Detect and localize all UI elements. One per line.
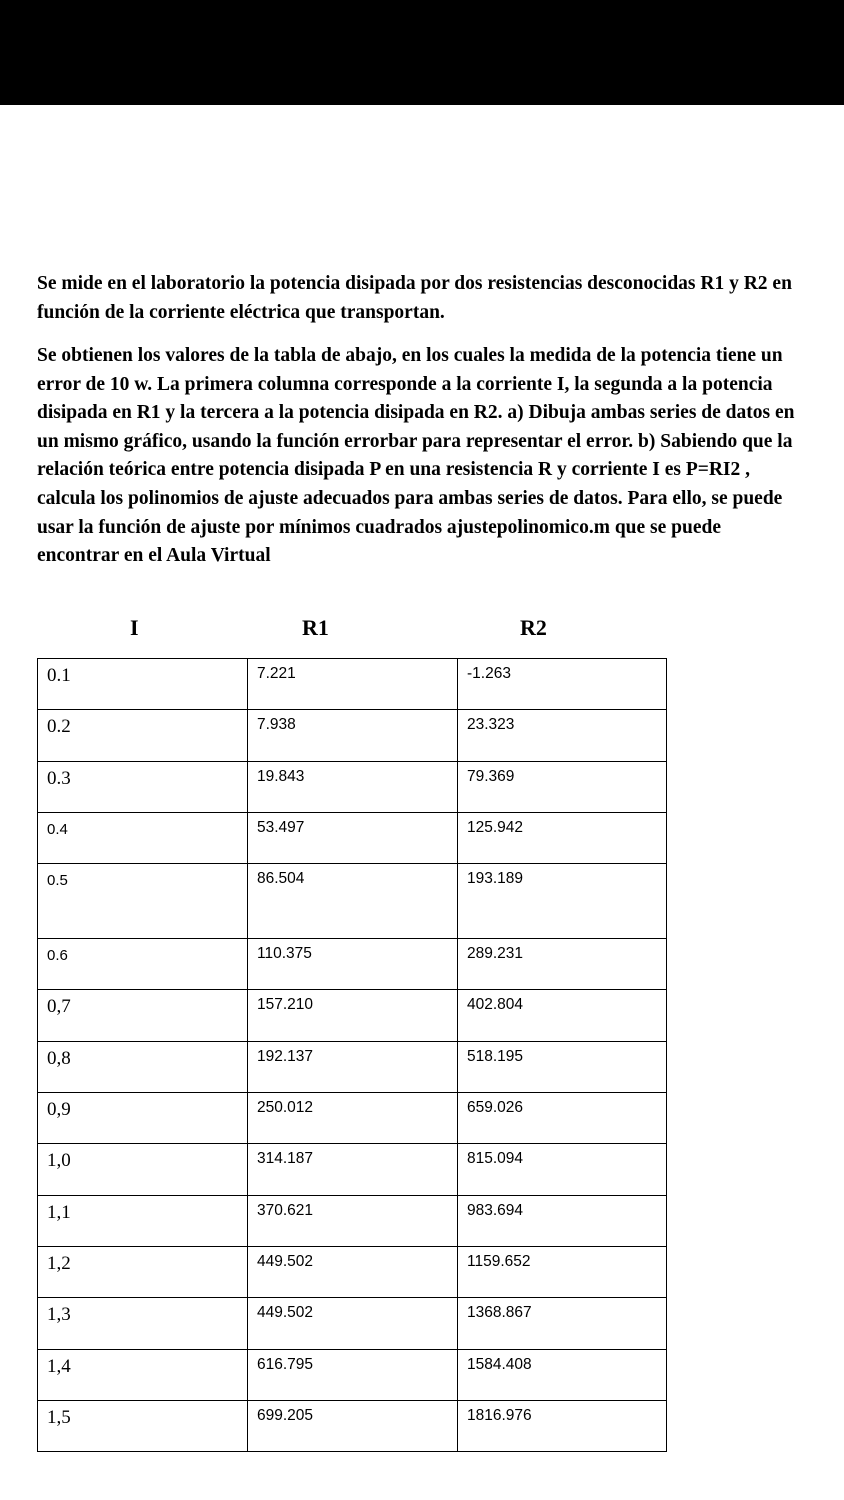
r1-cell: 53.497: [248, 812, 458, 863]
r2-cell: 815.094: [458, 1144, 667, 1195]
r1-cell: 449.502: [248, 1298, 458, 1349]
table-row: [38, 1349, 667, 1400]
current-cell: 0,7: [38, 990, 248, 1041]
table-row: [38, 1093, 667, 1144]
table-row: [38, 1041, 667, 1092]
r1-cell: 86.504: [248, 864, 458, 939]
r2-cell: 125.942: [458, 812, 667, 863]
r2-cell: 1159.652: [458, 1246, 667, 1297]
r2-cell: 1584.408: [458, 1349, 667, 1400]
r1-cell: 370.621: [248, 1195, 458, 1246]
top-black-bar: [0, 0, 844, 105]
r2-cell: 402.804: [458, 990, 667, 1041]
r2-cell: 79.369: [458, 761, 667, 812]
r1-cell: 157.210: [248, 990, 458, 1041]
r1-cell: 449.502: [248, 1246, 458, 1297]
table-row: [38, 710, 667, 761]
current-cell: 0.2: [38, 710, 248, 761]
table-row: [38, 1246, 667, 1297]
table-row: [38, 939, 667, 990]
current-cell: 1,5: [38, 1400, 248, 1451]
current-cell: 0,8: [38, 1041, 248, 1092]
column-header-current: I: [130, 615, 139, 640]
table-row: [38, 659, 667, 710]
table-row: [38, 864, 667, 939]
r2-cell: 193.189: [458, 864, 667, 939]
r2-cell: -1.263: [458, 659, 667, 710]
column-header-r2: R2: [520, 615, 547, 640]
r2-cell: 983.694: [458, 1195, 667, 1246]
r1-cell: 7.221: [248, 659, 458, 710]
table-row: [38, 1298, 667, 1349]
r2-cell: 1368.867: [458, 1298, 667, 1349]
problem-intro-paragraph: Se mide en el laboratorio la potencia disipada por dos resistencias desconocidas R1 y R2 en función de la corriente eléctrica que transportan.: [37, 273, 792, 323]
current-cell: 0.3: [38, 761, 248, 812]
table-row: [38, 1144, 667, 1195]
r1-cell: 7.938: [248, 710, 458, 761]
r1-cell: 110.375: [248, 939, 458, 990]
current-cell: 0.4: [38, 812, 248, 863]
current-cell: 0.6: [38, 939, 248, 990]
current-cell: 1,1: [38, 1195, 248, 1246]
r2-cell: 1816.976: [458, 1400, 667, 1451]
current-cell: 0,9: [38, 1093, 248, 1144]
data-table: [37, 658, 667, 1452]
table-row: [38, 990, 667, 1041]
table-row: [38, 1400, 667, 1451]
r1-cell: 192.137: [248, 1041, 458, 1092]
problem-instructions-paragraph: Se obtienen los valores de la tabla de abajo, en los cuales la medida de la potencia tiene un error de 10 w. La primera columna corresponde a la corriente I, la segunda a la potencia disipada en R1 y la tercera a la potencia disipada en R2. a) Dibuja ambas series de datos en un mismo gráfico, usando la función errorbar para representar el error. b) Sabiendo que la relación teórica entre potencia disipada P en una resistencia R y corriente I es P=RI2 , calcula los polinomios de ajuste adecuados para ambas series de datos. Para ello, se puede usar la función de ajuste por mínimos cuadrados ajustepolinomico.m que se puede encontrar en el Aula Virtual: [37, 345, 795, 567]
table-row: [38, 761, 667, 812]
r1-cell: 699.205: [248, 1400, 458, 1451]
current-cell: 1,0: [38, 1144, 248, 1195]
r2-cell: 23.323: [458, 710, 667, 761]
current-cell: 0.1: [38, 659, 248, 710]
r1-cell: 616.795: [248, 1349, 458, 1400]
current-cell: 1,3: [38, 1298, 248, 1349]
r1-cell: 314.187: [248, 1144, 458, 1195]
r2-cell: 289.231: [458, 939, 667, 990]
current-cell: 0.5: [38, 864, 248, 939]
column-header-r1: R1: [302, 615, 329, 640]
current-cell: 1,2: [38, 1246, 248, 1297]
r2-cell: 659.026: [458, 1093, 667, 1144]
r2-cell: 518.195: [458, 1041, 667, 1092]
r1-cell: 19.843: [248, 761, 458, 812]
r1-cell: 250.012: [248, 1093, 458, 1144]
table-row: [38, 812, 667, 863]
table-row: [38, 1195, 667, 1246]
current-cell: 1,4: [38, 1349, 248, 1400]
